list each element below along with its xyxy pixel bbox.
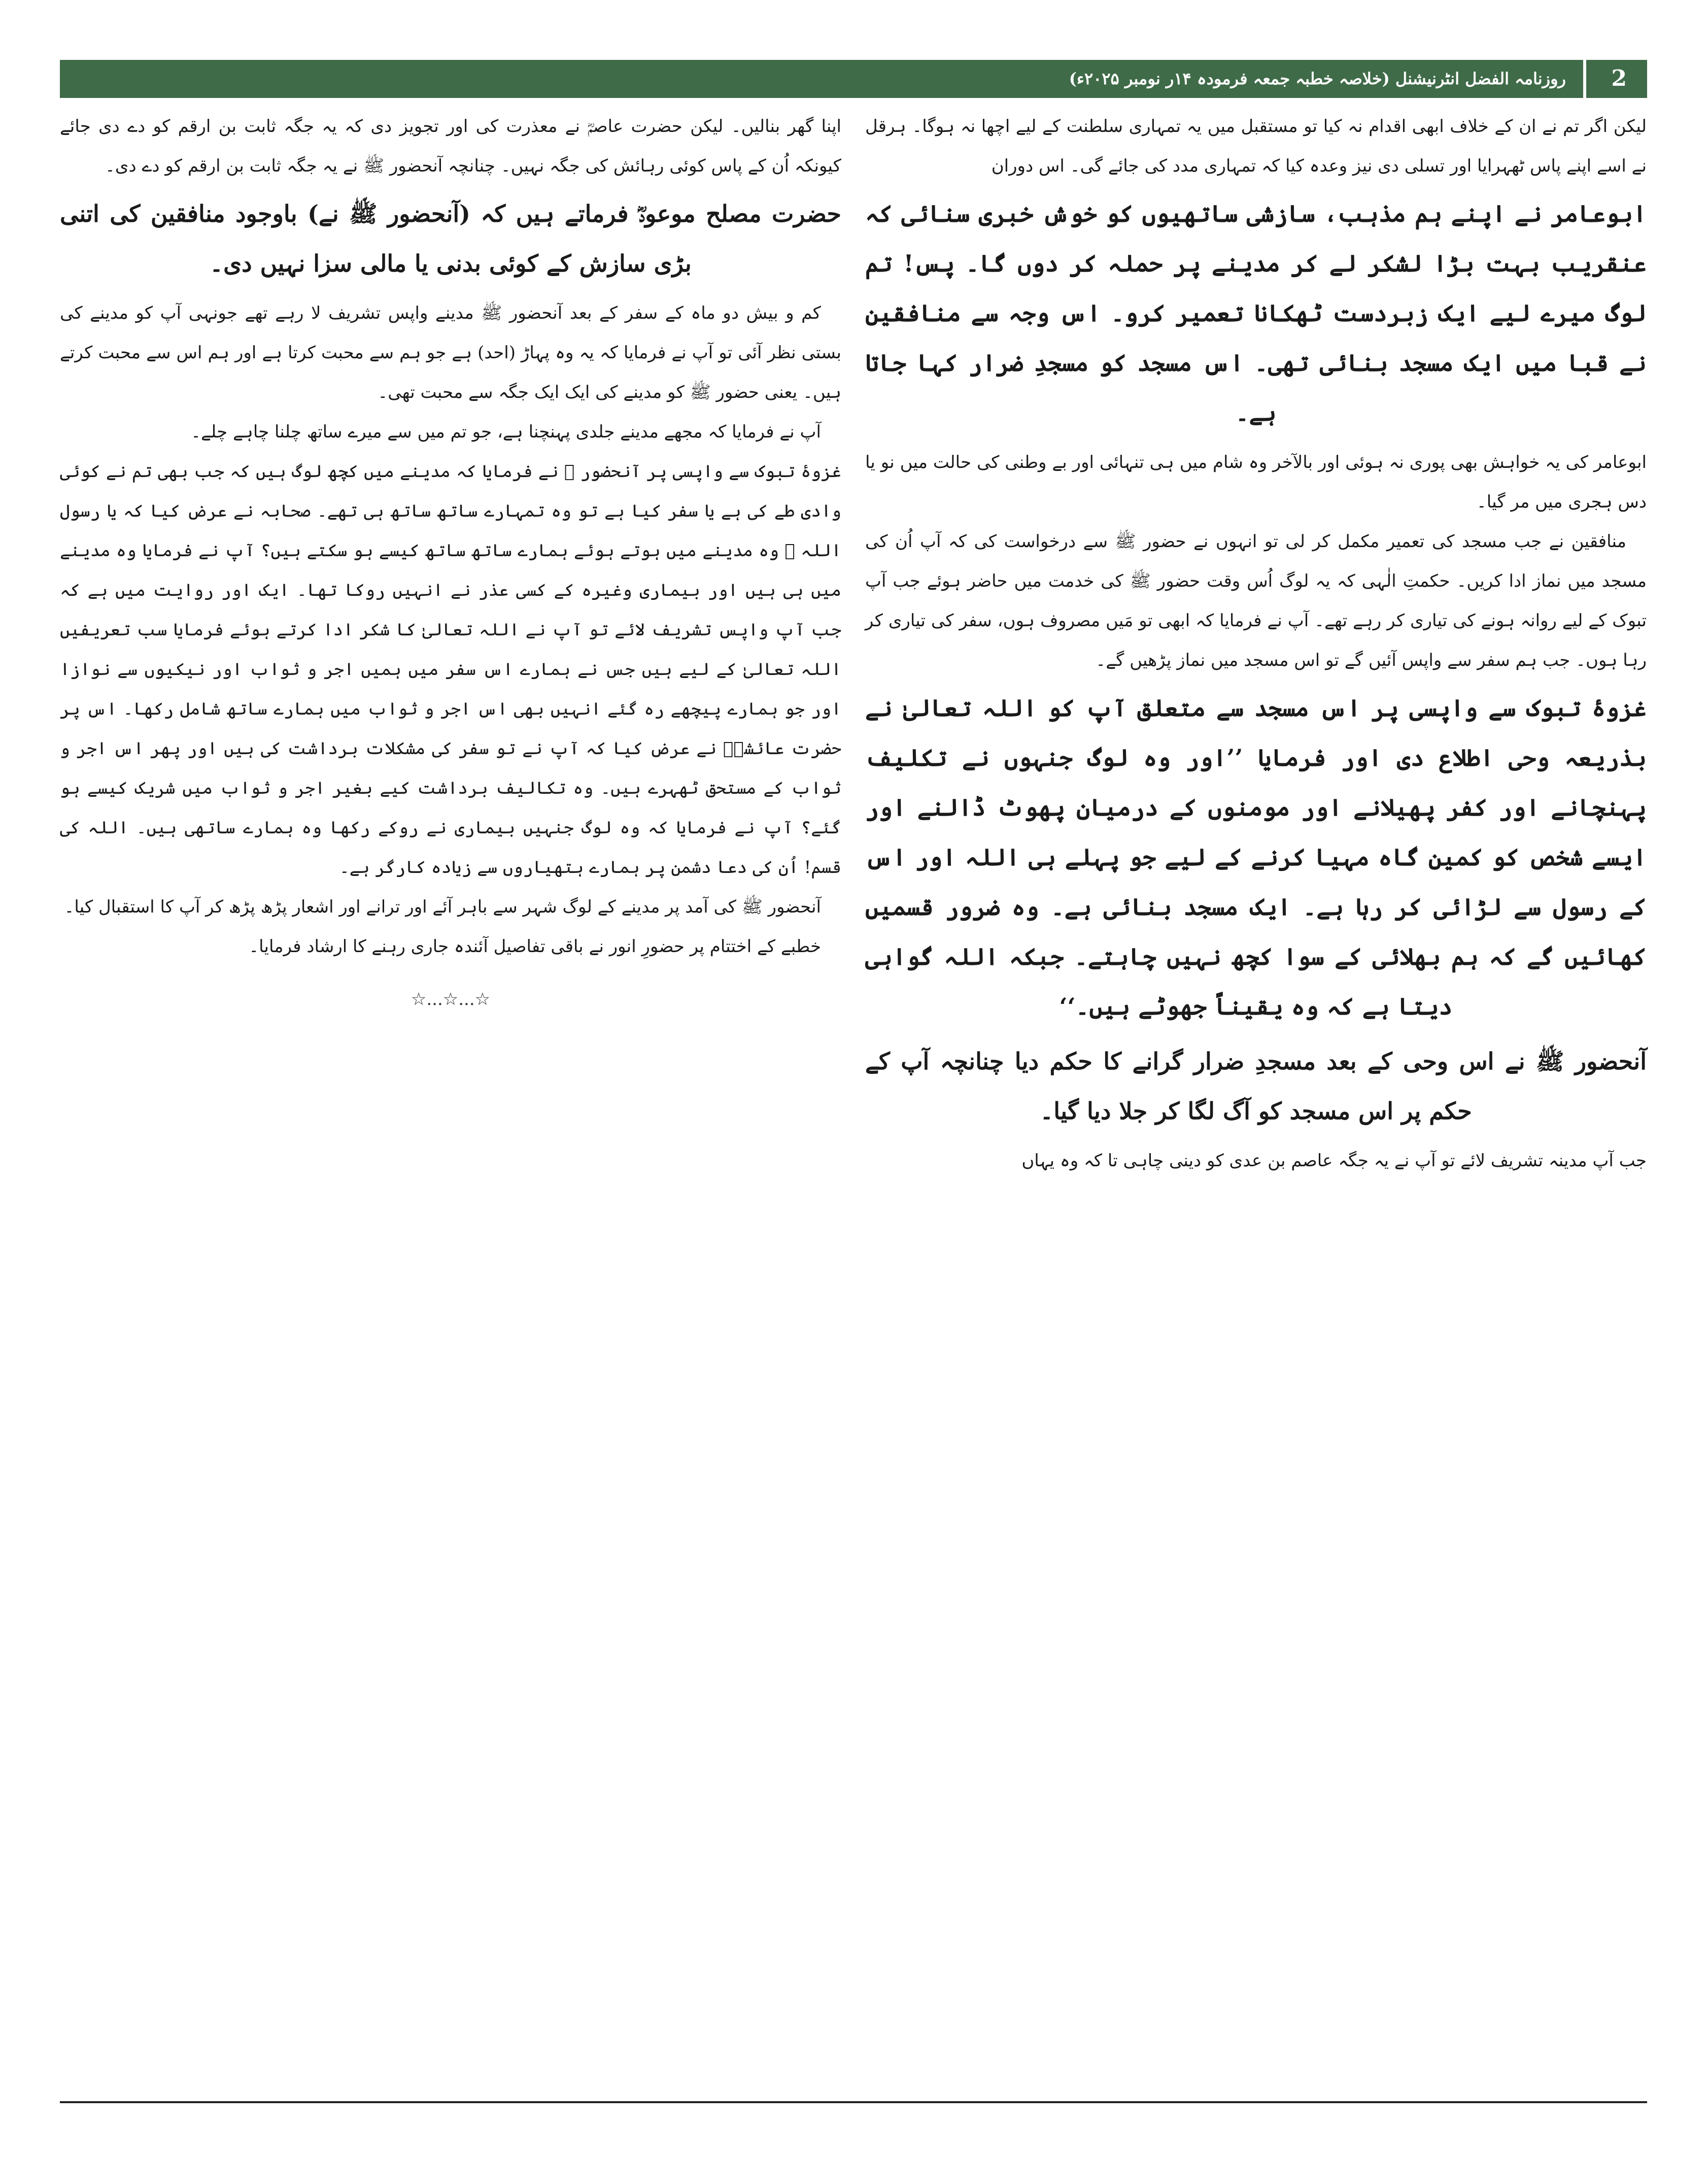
header-title: روزنامہ الفضل انٹرنیشنل (خلاصہ خطبہ جمعہ فرمودہ ۱۴ر نومبر ۲۰۲۵ء) bbox=[1069, 69, 1566, 88]
paragraph: ابوعامر کی یہ خواہش بھی پوری نہ ہوئی اور بالآخر وہ شام میں ہی تنہائی اور بے وطنی کی حالت میں نو یا دس ہجری میں مر گیا۔ bbox=[865, 452, 1647, 512]
paragraph: آنحضور ﷺ کی آمد پر مدینے کے لوگ شہر سے باہر آئے اور ترانے اور اشعار پڑھ پڑھ کر آپ کا استقبال کیا۔ bbox=[64, 897, 821, 917]
paragraph: کم و بیش دو ماہ کے سفر کے بعد آنحضور ﷺ مدینے واپس تشریف لا رہے تھے جونہی آپ کو مدینے کی بستی نظر آئی تو آپ نے فرمایا کہ یہ وہ پہاڑ (احد) ہے جو ہم سے محبت کرتا ہے اور ہم اس سے محبت کرتے ہیں۔ یعنی حضور ﷺ کو مدینے کی ایک ایک جگہ سے محبت تھی۔ bbox=[60, 303, 841, 402]
right-column bbox=[865, 107, 1647, 1181]
footer-rule bbox=[60, 2101, 1647, 2103]
paragraph: جب آپ مدینہ تشریف لائے تو آپ نے یہ جگہ عاصم بن عدی کو دینی چاہی تا کہ وہ یہاں bbox=[1021, 1151, 1647, 1171]
paragraph: غزوۂ تبوک سے واپسی پر آنحضور ﷺ نے فرمایا کہ مدینے میں کچھ لوگ ہیں کہ جب بھی تم نے کوئی وادی طے کی ہے یا سفر کیا ہے تو وہ تمہارے ساتھ ساتھ ہی تھے۔ صحابہ نے عرض کیا کہ یا رسول اللہ ﷺ وہ مدینے میں ہوتے ہوئے ہمارے ساتھ ساتھ کیسے ہو سکتے ہیں؟ آپ نے فرمایا وہ مدینے میں ہی ہیں اور بیماری وغیرہ کے کسی عذر نے انہیں روکا تھا۔ ایک اور روایت میں ہے کہ جب آپ واپس تشریف لائے تو آپ نے اللہ تعالیٰ کا شکر ادا کرتے ہوئے فرمایا سب تعریفیں اللہ تعالیٰ کے لیے ہیں جس نے ہمارے اس سفر میں ہمیں اجر و ثواب اور نیکیوں سے نوازا اور جو ہمارے پیچھے رہ گئے انہیں بھی اس اجر و ثواب میں ہمارے ساتھ شامل رکھا۔ اس پر حضرت عائشہؓ نے عرض کیا کہ آپ نے تو سفر کی مشکلات برداشت کی ہیں اور پھر اس اجر و ثواب کے مستحق ٹھہرے ہیں۔ وہ تکالیف برداشت کیے بغیر اجر و ثواب میں شریک کیسے ہو گئے؟ آپ نے فرمایا کہ وہ لوگ جنہیں بیماری نے روکے رکھا وہ ہمارے ساتھی ہیں۔ اللہ کی قسم! اُن کی دعا دشمن پر ہمارے ہتھیاروں سے زیادہ کارگر ہے۔ bbox=[60, 461, 841, 878]
page-number: 2 bbox=[1611, 65, 1627, 91]
highlighted-paragraph: ابوعامر نے اپنے ہم مذہب، سازشی ساتھیوں کو خوش خبری سنائی کہ عنقریب بہت بڑا لشکر لے کر مدینے پر حملہ کر دوں گا۔ پس! تم لوگ میرے لیے ایک زبردست ٹھکانا تعمیر کرو۔ اس وجہ سے منافقین نے قبا میں ایک مسجد بنائی تھی۔ اس مسجد کو مسجدِ ضرار کہا جاتا ہے۔ bbox=[865, 200, 1647, 426]
paragraph: منافقین نے جب مسجد کی تعمیر مکمل کر لی تو انہوں نے حضور ﷺ سے درخواست کی کہ آپ اُن کی مسجد میں نماز ادا کریں۔ حکمتِ الٰہی کہ یہ لوگ اُس وقت حضور ﷺ کی خدمت میں حاضر ہوئے جب آپ تبوک کے لیے روانہ ہونے کی تیاری کر رہے تھے۔ آپ نے فرمایا کہ ابھی تو مَیں مصروف ہوں، سفر کی تیاری کر رہا ہوں۔ جب ہم سفر سے واپس آئیں گے تو اس مسجد میں نماز پڑھیں گے۔ bbox=[865, 531, 1647, 670]
paragraph: اپنا گھر بنالیں۔ لیکن حضرت عاصمؓ نے معذرت کی اور تجویز دی کہ یہ جگہ ثابت بن ارقم کو دے دی جائے کیونکہ اُن کے پاس کوئی رہائش کی جگہ نہیں۔ چنانچہ آنحضور ﷺ نے یہ جگہ ثابت بن ارقم کو دے دی۔ bbox=[60, 116, 841, 176]
section-end-stars: ☆...☆...☆ bbox=[411, 989, 491, 1009]
left-column bbox=[60, 107, 841, 1017]
page-header-bar bbox=[60, 60, 1647, 98]
header-divider bbox=[1583, 60, 1586, 98]
paragraph: آپ نے فرمایا کہ مجھے مدینے جلدی پہنچنا ہے، جو تم میں سے میرے ساتھ چلنا چاہے چلے۔ bbox=[191, 422, 821, 442]
paragraph: لیکن اگر تم نے ان کے خلاف ابھی اقدام نہ کیا تو مستقبل میں یہ تمہاری سلطنت کے لیے اچھا نہ ہوگا۔ ہرقل نے اسے اپنے پاس ٹھہرایا اور تسلی دی نیز وعدہ کیا کہ تمہاری مدد کی جائے گی۔ اس دوران bbox=[865, 116, 1647, 176]
paragraph: خطبے کے اختتام پر حضورِ انور نے باقی تفاصیل آئندہ جاری رہنے کا ارشاد فرمایا۔ bbox=[249, 936, 821, 957]
highlighted-paragraph: غزوۂ تبوک سے واپسی پر اس مسجد سے متعلق آپ کو اللہ تعالیٰ نے بذریعہ وحی اطلاع دی اور فرمایا ’’اور وہ لوگ جنہوں نے تکلیف پہنچانے اور کفر پھیلانے اور مومنوں کے درمیان پھوٹ ڈالنے اور ایسے شخص کو کمین گاہ مہیا کرنے کے لیے جو پہلے ہی اللہ اور اس کے رسول سے لڑائی کر رہا ہے۔ ایک مسجد بنائی ہے۔ وہ ضرور قسمیں کھائیں گے کہ ہم بھلائی کے سوا کچھ نہیں چاہتے۔ جبکہ اللہ گواہی دیتا ہے کہ وہ یقیناً جھوٹے ہیں۔‘‘ bbox=[865, 694, 1647, 1020]
highlighted-paragraph: آنحضور ﷺ نے اس وحی کے بعد مسجدِ ضرار گرانے کا حکم دیا چنانچہ آپ کے حکم پر اس مسجد کو آگ لگا کر جلا دیا گیا۔ bbox=[865, 1048, 1647, 1125]
highlighted-paragraph: حضرت مصلح موعودؓ فرماتے ہیں کہ (آنحضور ﷺ نے) باوجود منافقین کی اتنی بڑی سازش کے کوئی بدنی یا مالی سزا نہیں دی۔ bbox=[60, 200, 841, 277]
